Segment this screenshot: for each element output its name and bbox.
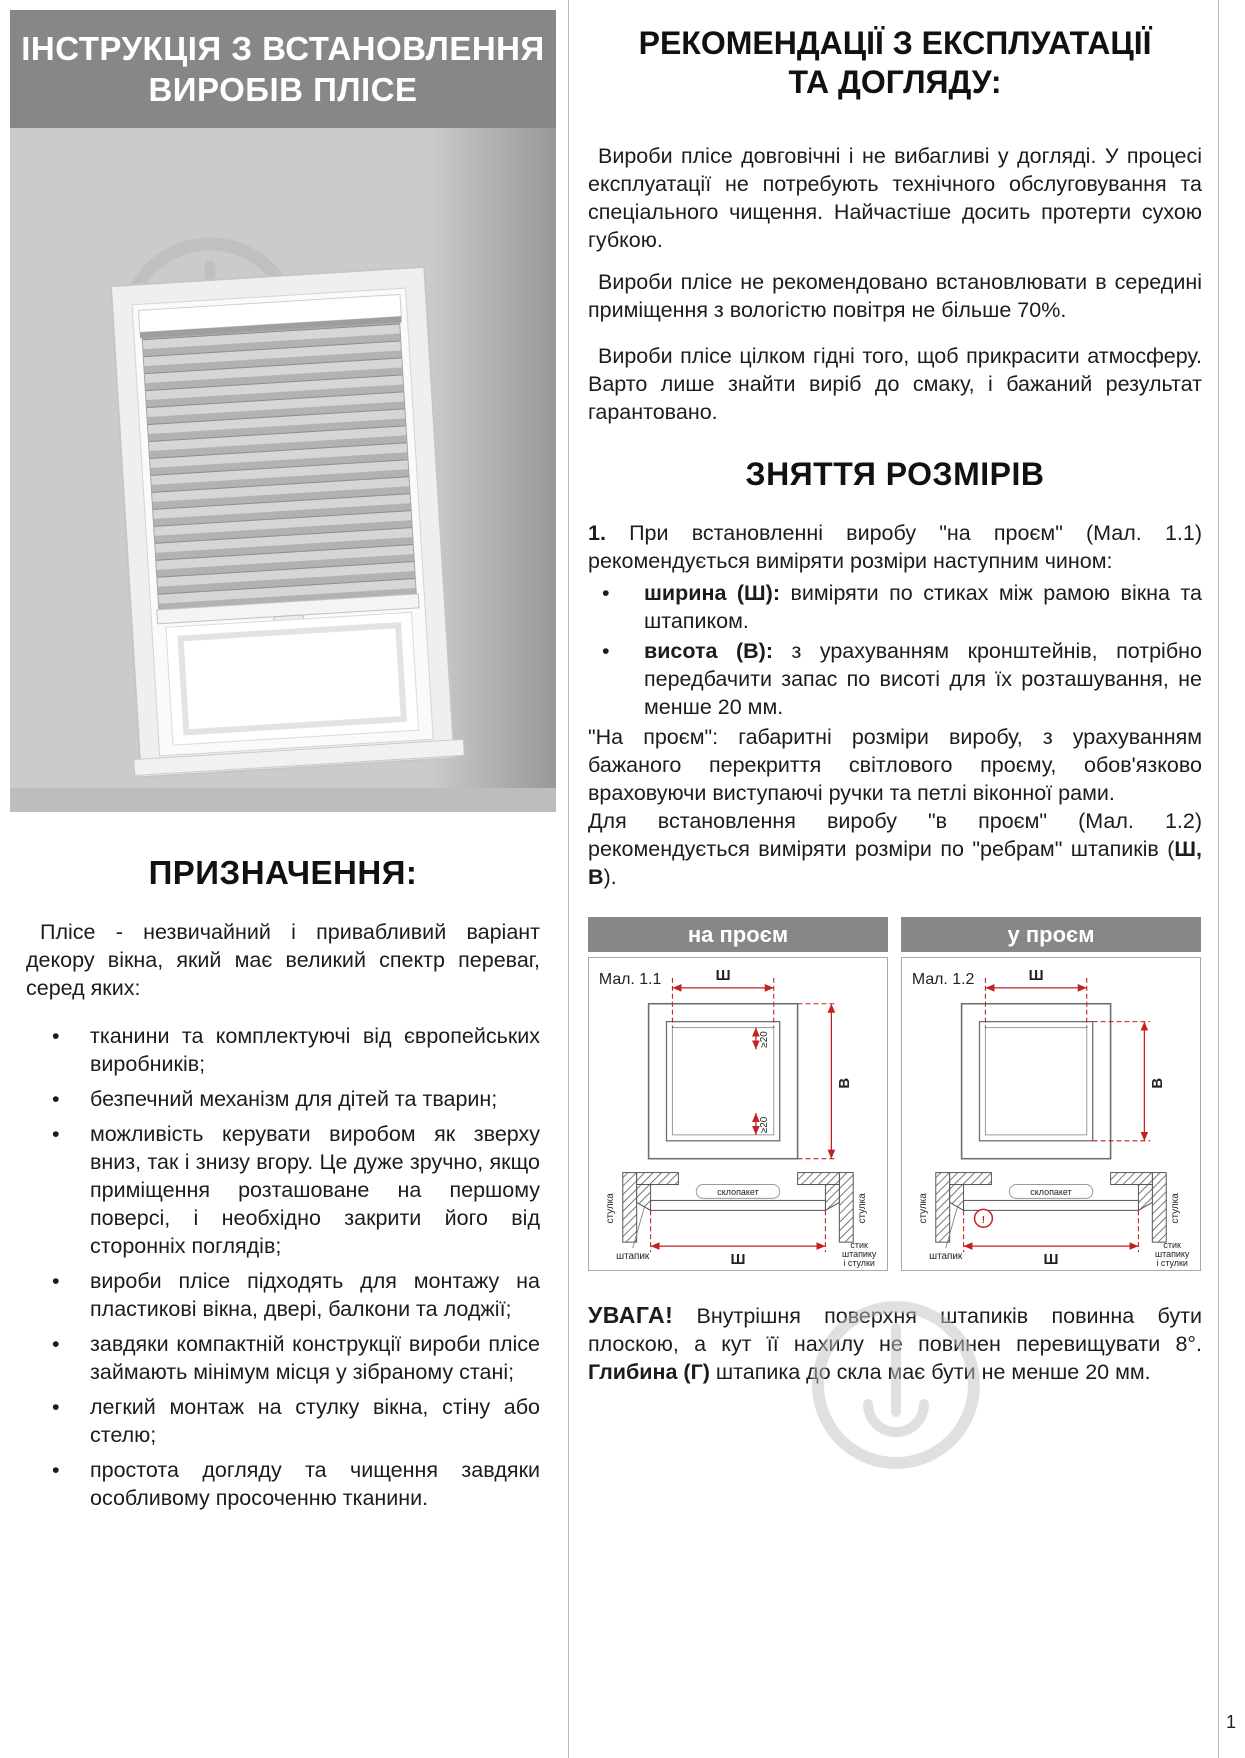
figure2-cross-section <box>918 1173 1190 1268</box>
blind-illustration <box>10 128 556 812</box>
figure1-height-label: В <box>837 1077 854 1089</box>
figure1-bead-label: штапик <box>616 1251 650 1263</box>
care-paragraph-3: Вироби плісе цілком гідні того, щоб прикрасити атмосферу. Варто лише знайти виріб до смаку, і бажаний результат гарантовано. <box>588 344 1202 425</box>
width-term: ширина (Ш): <box>644 581 780 606</box>
figure2-section-width-label: Ш <box>1043 1252 1059 1269</box>
figure1-header: на проєм <box>588 917 888 952</box>
figure2-warning-mark: ! <box>981 1214 986 1226</box>
attention-text-2: штапика до скла має бути не менше 20 мм. <box>709 1360 1151 1385</box>
window-frame <box>105 266 464 777</box>
care-heading-line2: ТА ДОГЛЯДУ: <box>788 64 1002 101</box>
list-item <box>10 1120 540 1260</box>
figure2-header: у проєм <box>901 917 1201 952</box>
height-term: висота (В): <box>644 639 773 664</box>
list-item <box>588 579 1202 635</box>
list-item-text: вироби плісе підходять для монтажу на пластикові вікна, двері, балкони та лоджії; <box>90 1269 540 1321</box>
attention-paragraph <box>588 1301 1202 1386</box>
figure1-joint-label: стик <box>850 1240 868 1251</box>
figure1-caption: Мал. 1.1 <box>598 970 662 988</box>
pleated-blind <box>140 322 420 632</box>
care-heading-line1: РЕКОМЕНДАЦІЇ З ЕКСПЛУАТАЦІЇ <box>638 25 1152 61</box>
column-divider-line <box>568 0 569 1758</box>
purpose-heading: ПРИЗНАЧЕННЯ: <box>148 854 418 891</box>
list-item <box>10 1085 540 1113</box>
figure2-caption: Мал. 1.2 <box>911 970 975 988</box>
figure2-joint-label: і стулки <box>1156 1258 1188 1269</box>
figure2-bead-label: штапик <box>929 1251 963 1263</box>
purpose-list <box>10 1022 540 1512</box>
list-item-text: тканини та комплектуючі від європейських виробників; <box>90 1024 540 1076</box>
figure1-width-label: Ш <box>715 967 731 984</box>
figure1-box <box>588 957 888 1271</box>
figures-row <box>588 917 1202 1271</box>
page-number: 1 <box>1226 1712 1237 1732</box>
title-banner-line1: ІНСТРУКЦІЯ З ВСТАНОВЛЕННЯ <box>21 29 545 67</box>
left-column <box>10 10 556 1519</box>
care-paragraph-2: Вироби плісе не рекомендовано встановлювати в середині приміщення з вологістю повітря не більше 70%. <box>588 270 1202 323</box>
window-blind-drawing <box>10 128 556 812</box>
figure2-joint-label: штапику <box>1154 1249 1190 1260</box>
figure1-sash-right-label: стулка <box>857 1193 869 1224</box>
list-item <box>10 1267 540 1323</box>
measuring-list <box>588 579 1202 721</box>
figure1-glazing-label: склопакет <box>717 1187 759 1198</box>
list-item <box>10 1456 540 1512</box>
figure2-height-label: В <box>1150 1077 1167 1089</box>
height-definition: з урахуванням кронштейнів, потрібно передбачити запас по висоті для їх розташування, не менше 20 мм. <box>644 639 1202 720</box>
v-proem-paragraph <box>588 807 1202 891</box>
figure2-width-label: Ш <box>1028 967 1044 984</box>
attention-label: УВАГА! <box>588 1302 674 1329</box>
figure2-joint-label: стик <box>1163 1240 1181 1251</box>
figure2-diagram <box>902 958 1200 1270</box>
list-item-text: можливість керувати виробом як зверху вниз, так і знизу вгору. Це дуже зручно, якщо приміщення розташоване на першому поверсі, і необхідно закрити його від сторонніх поглядів; <box>90 1122 540 1258</box>
step-number: 1. <box>588 521 606 546</box>
attention-text-1: Внутрішня поверхня штапиків повинна бути плоскою, а кут її нахилу не повинен перевищувати 8°. <box>588 1304 1202 1357</box>
figure2-sash-left-label: стулка <box>917 1193 929 1224</box>
figure1-cross-section <box>605 1173 877 1268</box>
v-proem-bold: Ш, В <box>588 837 1202 890</box>
figure1-section-width-label: Ш <box>730 1252 746 1269</box>
figure-u-proem <box>901 917 1201 1271</box>
care-paragraph-1: Вироби плісе довговічні і не вибагливі у догляді. У процесі експлуатації не потребують технічного обслуговування та спеціального чищення. Найчастіше досить протерти сухою губкою. <box>588 144 1202 253</box>
purpose-intro: Плісе - незвичайний і привабливий варіант декору вікна, який має великий спектр переваг, серед яких: <box>26 920 540 1000</box>
v-proem-text-2: ). <box>603 865 617 890</box>
step-text: При встановленні виробу "на проєм" (Мал. 1.1) рекомендується виміряти розміри наступним чином: <box>588 521 1202 574</box>
list-item <box>10 1022 540 1078</box>
list-item-text: завдяки компактній конструкції вироби плісе займають мінімум місця у зібраному стані; <box>90 1332 540 1384</box>
care-heading <box>588 24 1202 102</box>
width-definition: виміряти по стиках між рамою вікна та штапиком. <box>644 581 1202 634</box>
v-proem-text-1: Для встановлення виробу "в проєм" (Мал. 1.2) рекомендується виміряти розміри по "ребрам" штапиків ( <box>588 809 1202 862</box>
list-item-text: легкий монтаж на стулку вікна, стіну або стелю; <box>90 1395 540 1447</box>
figure1-sash-left-label: стулка <box>604 1193 616 1224</box>
figure2-box <box>901 957 1201 1271</box>
list-item <box>588 637 1202 721</box>
figure1-joint-label: і стулки <box>843 1258 875 1269</box>
title-banner-line2: ВИРОБІВ ПЛІСЕ <box>148 71 418 108</box>
attention-bold-term: Глибина (Г) <box>588 1360 710 1385</box>
right-column <box>588 24 1202 1386</box>
figure1-diagram <box>589 958 887 1270</box>
list-item-text: безпечний механізм для дітей та тварин; <box>90 1087 498 1111</box>
figure-na-proem <box>588 917 888 1271</box>
figure1-joint-label: штапику <box>841 1249 877 1260</box>
list-item-text: простота догляду та чищення завдяки особливому просоченню тканини. <box>90 1458 540 1510</box>
list-item <box>10 1393 540 1449</box>
title-banner <box>10 10 556 128</box>
figure1-clearance-bottom: ≥20 <box>758 1116 770 1134</box>
list-item <box>10 1330 540 1386</box>
right-margin-line <box>1218 0 1219 1758</box>
na-proem-paragraph: "На проєм": габаритні розміри виробу, з урахуванням бажаного перекриття світлового проєму, обов'язково враховуючи виступаючі ручки та петлі віконної рами. <box>588 725 1202 806</box>
measuring-heading: ЗНЯТТЯ РОЗМІРІВ <box>745 456 1045 493</box>
figure1-clearance-top: ≥20 <box>758 1031 770 1048</box>
figure2-glazing-label: склопакет <box>1030 1187 1072 1198</box>
measuring-step-1 <box>588 519 1202 575</box>
figure2-sash-right-label: стулка <box>1170 1193 1182 1224</box>
